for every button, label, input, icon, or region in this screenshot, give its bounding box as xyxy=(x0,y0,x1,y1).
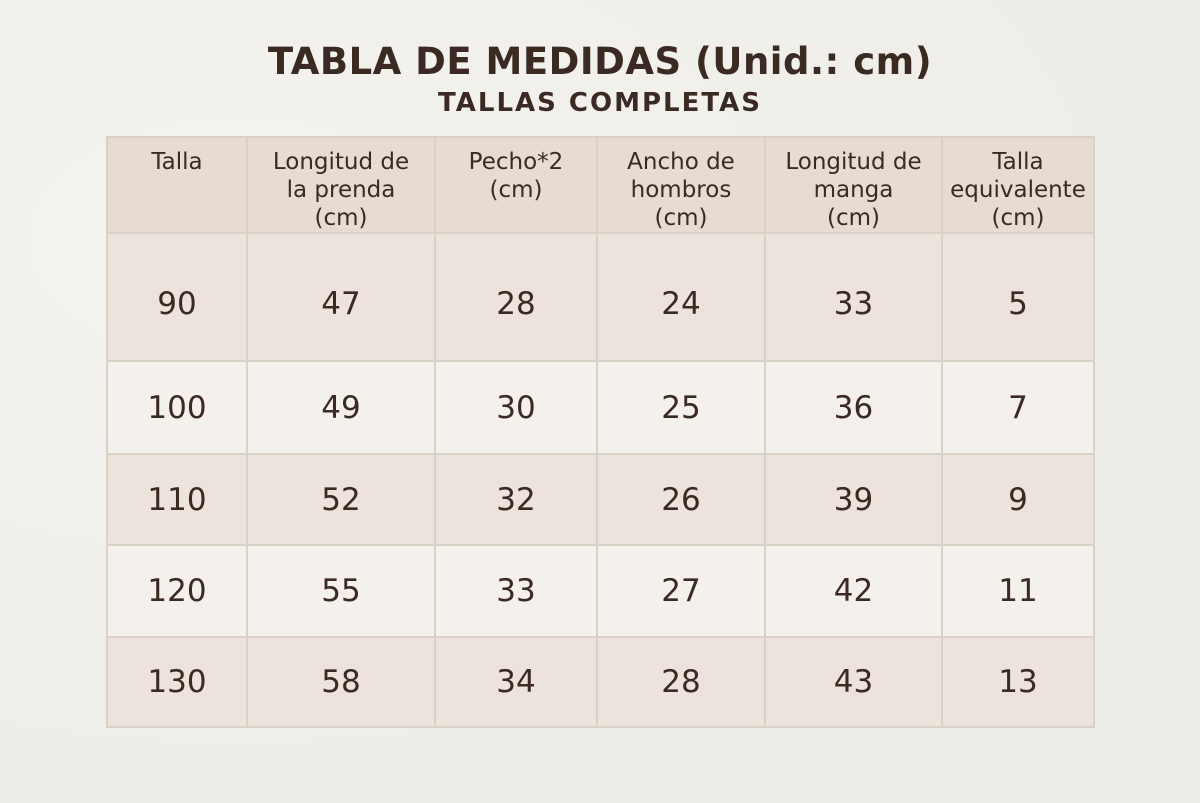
cell-ancho-hombros: 26 xyxy=(597,454,765,545)
cell-talla: 110 xyxy=(107,454,247,545)
cell-talla: 130 xyxy=(107,637,247,727)
cell-longitud-prenda: 55 xyxy=(247,545,435,637)
table-header xyxy=(107,137,1094,233)
cell-talla: 120 xyxy=(107,545,247,637)
cell-talla-equivalente: 9 xyxy=(942,454,1094,545)
cell-longitud-manga: 39 xyxy=(765,454,942,545)
header-label: Longitud de manga (cm) xyxy=(785,149,922,231)
table-row xyxy=(107,637,1094,727)
cell-ancho-hombros: 24 xyxy=(597,233,765,361)
cell-pecho: 28 xyxy=(435,233,597,361)
cell-talla-equivalente: 7 xyxy=(942,361,1094,454)
cell-talla-equivalente: 11 xyxy=(942,545,1094,637)
table-row xyxy=(107,545,1094,637)
header-label: Talla equivalente (cm) xyxy=(950,149,1086,231)
header-cell-longitud-manga xyxy=(765,137,942,233)
cell-ancho-hombros: 25 xyxy=(597,361,765,454)
cell-longitud-manga: 43 xyxy=(765,637,942,727)
cell-pecho: 32 xyxy=(435,454,597,545)
cell-talla-equivalente: 5 xyxy=(942,233,1094,361)
cell-longitud-prenda: 47 xyxy=(247,233,435,361)
cell-longitud-prenda: 58 xyxy=(247,637,435,727)
cell-pecho: 33 xyxy=(435,545,597,637)
cell-talla: 100 xyxy=(107,361,247,454)
page-title: TABLA DE MEDIDAS (Unid.: cm) xyxy=(267,40,933,83)
cell-longitud-prenda: 52 xyxy=(247,454,435,545)
cell-talla-equivalente: 13 xyxy=(942,637,1094,727)
table-row xyxy=(107,454,1094,545)
cell-talla: 90 xyxy=(107,233,247,361)
header-label: Longitud de la prenda (cm) xyxy=(272,149,410,231)
header-cell-pecho xyxy=(435,137,597,233)
page-subtitle: TALLAS COMPLETAS xyxy=(438,88,762,118)
cell-longitud-manga: 33 xyxy=(765,233,942,361)
header-label: Talla xyxy=(151,149,203,175)
cell-longitud-manga: 36 xyxy=(765,361,942,454)
cell-ancho-hombros: 27 xyxy=(597,545,765,637)
cell-pecho: 30 xyxy=(435,361,597,454)
header-cell-longitud-prenda xyxy=(247,137,435,233)
table-body xyxy=(107,233,1094,727)
cell-longitud-prenda: 49 xyxy=(247,361,435,454)
header-cell-talla xyxy=(107,137,247,233)
header-label: Ancho de hombros (cm) xyxy=(627,149,735,231)
table-row xyxy=(107,233,1094,361)
header-cell-talla-equivalente xyxy=(942,137,1094,233)
table-row xyxy=(107,361,1094,454)
cell-longitud-manga: 42 xyxy=(765,545,942,637)
header-row xyxy=(107,137,1094,233)
size-chart-table xyxy=(106,136,1095,728)
cell-ancho-hombros: 28 xyxy=(597,637,765,727)
cell-pecho: 34 xyxy=(435,637,597,727)
header-cell-ancho-hombros xyxy=(597,137,765,233)
header-label: Pecho*2 (cm) xyxy=(468,149,564,203)
